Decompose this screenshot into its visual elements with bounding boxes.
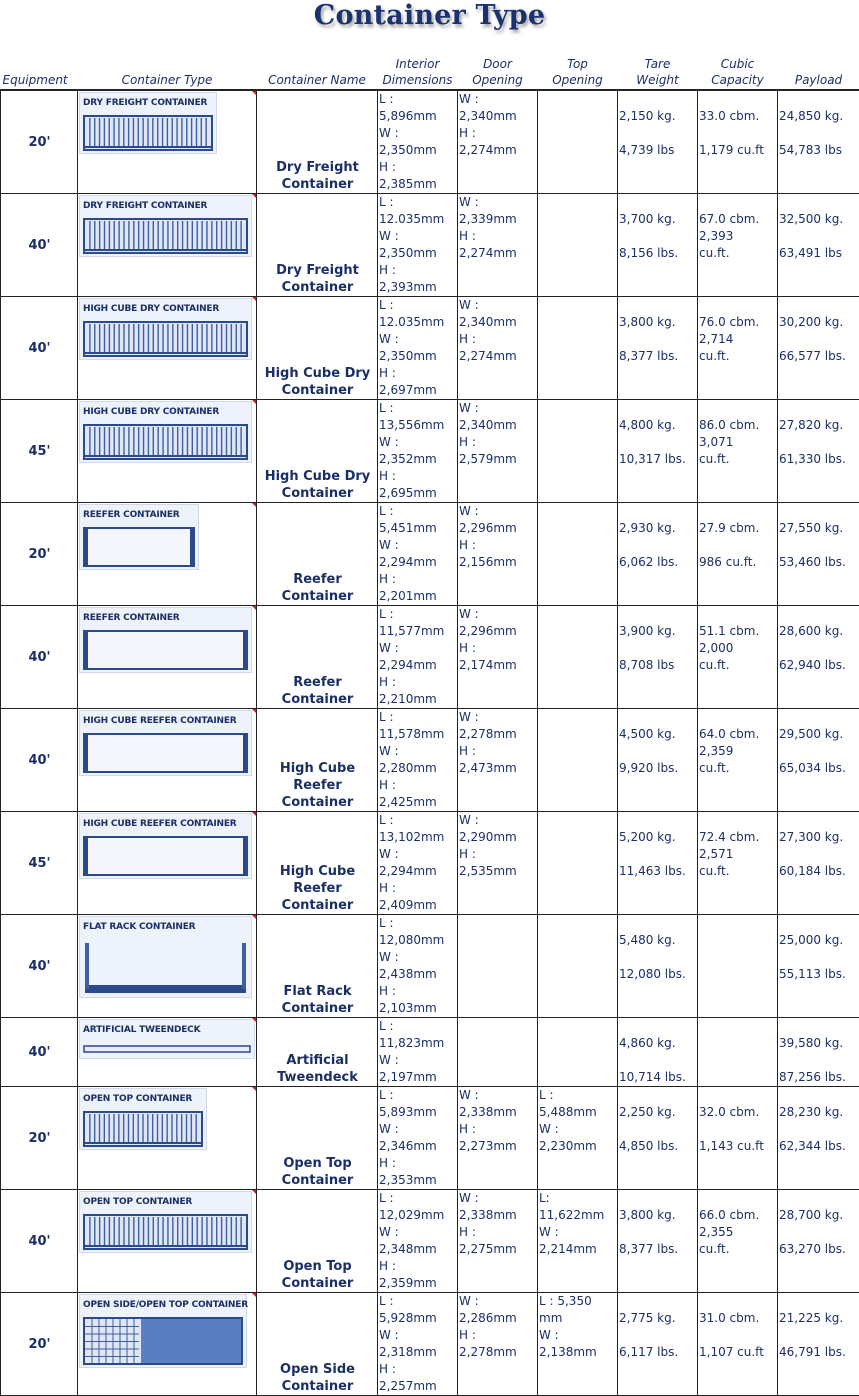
cubic-cell	[698, 194, 778, 297]
table-row	[1, 1190, 859, 1293]
container-name-cell	[257, 503, 378, 606]
cubic-cell	[698, 1087, 778, 1190]
container-image-label: HIGH CUBE REEFER CONTAINER	[83, 816, 248, 833]
door-cell	[458, 90, 538, 194]
payload-kg: 27,300 kg.	[779, 829, 859, 846]
top-cell	[538, 1293, 618, 1396]
cubic-capacity-cuft: 1,143 cu.ft	[699, 1138, 777, 1155]
container-type-cell	[78, 1293, 257, 1396]
top-cell	[538, 1018, 618, 1087]
title-bar	[0, 0, 859, 40]
tare-lbs: 6,117 lbs.	[619, 1344, 697, 1361]
top-cell	[538, 812, 618, 915]
cubic-capacity: 51.1 cbm. 2,000	[699, 623, 777, 657]
container-name: Flat Rack Container	[258, 983, 377, 1017]
payload-cell	[778, 812, 859, 915]
container-image-label: REEFER CONTAINER	[83, 507, 195, 524]
container-name: Dry Freight Container	[258, 159, 377, 193]
container-type-cell	[78, 915, 257, 1018]
payload-cell	[778, 1190, 859, 1293]
payload-lbs: 63,270 lbs.	[779, 1241, 859, 1258]
tare-cell	[618, 606, 698, 709]
table-row	[1, 606, 859, 709]
payload-cell	[778, 1087, 859, 1190]
header-row	[1, 40, 859, 90]
container-name: Open Top Container	[258, 1258, 377, 1292]
equipment-cell: 40'	[1, 709, 78, 812]
interior-dimensions: L : 5,451mm W : 2,294mm H : 2,201mm	[379, 503, 457, 605]
container-name-cell	[257, 1293, 378, 1396]
table-row	[1, 503, 859, 606]
container-name: Dry Freight Container	[258, 262, 377, 296]
container-name: High Cube Dry Container	[258, 365, 377, 399]
door-cell	[458, 297, 538, 400]
cubic-capacity: 27.9 cbm.	[699, 520, 777, 537]
tare-kg: 2,930 kg.	[619, 520, 697, 537]
tare-kg: 4,860 kg.	[619, 1035, 697, 1052]
tare-cell	[618, 503, 698, 606]
cubic-cell	[698, 915, 778, 1018]
door-opening: W : 2,340mm H : 2,274mm	[459, 297, 537, 365]
tare-kg: 3,700 kg.	[619, 211, 697, 228]
equipment-cell: 20'	[1, 1293, 78, 1396]
top-cell	[538, 606, 618, 709]
interior-dimensions: L : 12,029mm W : 2,348mm H : 2,359mm	[379, 1190, 457, 1292]
cubic-capacity: 67.0 cbm. 2,393	[699, 211, 777, 245]
payload-kg: 27,550 kg.	[779, 520, 859, 537]
container-name-cell	[257, 400, 378, 503]
door-cell	[458, 1018, 538, 1087]
interior-dimensions: L : 13,102mm W : 2,294mm H : 2,409mm	[379, 812, 457, 914]
top-cell	[538, 297, 618, 400]
payload-kg: 28,230 kg.	[779, 1104, 859, 1121]
payload-cell	[778, 503, 859, 606]
container-name-cell	[257, 812, 378, 915]
tare-lbs: 4,739 lbs	[619, 142, 697, 159]
tare-lbs: 10,317 lbs.	[619, 451, 697, 468]
equipment-cell: 40'	[1, 194, 78, 297]
tare-cell	[618, 709, 698, 812]
interior-cell	[378, 1087, 458, 1190]
door-cell	[458, 1087, 538, 1190]
container-image-label: HIGH CUBE REEFER CONTAINER	[83, 713, 248, 730]
door-cell	[458, 709, 538, 812]
interior-cell	[378, 1190, 458, 1293]
door-opening: W : 2,339mm H : 2,274mm	[459, 194, 537, 262]
top-cell	[538, 709, 618, 812]
container-name-cell	[257, 606, 378, 709]
container-type-cell	[78, 812, 257, 915]
tare-cell	[618, 915, 698, 1018]
door-cell	[458, 400, 538, 503]
interior-cell	[378, 400, 458, 503]
table-row	[1, 1018, 859, 1087]
interior-cell	[378, 606, 458, 709]
tare-lbs: 8,156 lbs.	[619, 245, 697, 262]
door-opening: W : 2,296mm H : 2,174mm	[459, 606, 537, 674]
container-name: Open Side Container	[258, 1361, 377, 1395]
container-drawing	[83, 1214, 248, 1250]
interior-dimensions: L : 13,556mm W : 2,352mm H : 2,695mm	[379, 400, 457, 502]
header-payload: Payload	[778, 40, 859, 90]
container-image-label: DRY FREIGHT CONTAINER	[83, 198, 248, 215]
payload-kg: 32,500 kg.	[779, 211, 859, 228]
page-title: Container Type	[0, 0, 859, 31]
tare-kg: 2,150 kg.	[619, 108, 697, 125]
payload-lbs: 62,940 lbs.	[779, 657, 859, 674]
cubic-cell	[698, 400, 778, 503]
door-opening: W : 2,340mm H : 2,274mm	[459, 91, 537, 159]
payload-cell	[778, 915, 859, 1018]
tare-lbs: 9,920 lbs.	[619, 760, 697, 777]
container-type-cell	[78, 1018, 257, 1087]
container-name: High Cube Dry Container	[258, 468, 377, 502]
tare-kg: 2,250 kg.	[619, 1104, 697, 1121]
container-image	[79, 298, 252, 360]
door-cell	[458, 606, 538, 709]
payload-lbs: 62,344 lbs.	[779, 1138, 859, 1155]
container-name-cell	[257, 915, 378, 1018]
door-opening: W : 2,278mm H : 2,473mm	[459, 709, 537, 777]
payload-cell	[778, 400, 859, 503]
container-drawing	[83, 1111, 203, 1147]
equipment-cell: 40'	[1, 1018, 78, 1087]
door-opening: W : 2,338mm H : 2,275mm	[459, 1190, 537, 1258]
door-cell	[458, 1293, 538, 1396]
equipment-cell: 45'	[1, 400, 78, 503]
tare-kg: 5,480 kg.	[619, 932, 697, 949]
container-type-cell	[78, 1087, 257, 1190]
payload-lbs: 54,783 lbs	[779, 142, 859, 159]
container-type-cell	[78, 297, 257, 400]
payload-kg: 39,580 kg.	[779, 1035, 859, 1052]
tare-cell	[618, 812, 698, 915]
container-image-label: HIGH CUBE DRY CONTAINER	[83, 301, 248, 318]
table-row	[1, 709, 859, 812]
tare-cell	[618, 400, 698, 503]
interior-dimensions: L : 12.035mm W : 2,350mm H : 2,697mm	[379, 297, 457, 399]
equipment-cell: 20'	[1, 503, 78, 606]
container-drawing	[83, 733, 248, 773]
tare-cell	[618, 1018, 698, 1087]
container-image	[79, 607, 252, 673]
payload-lbs: 53,460 lbs.	[779, 554, 859, 571]
payload-lbs: 66,577 lbs.	[779, 348, 859, 365]
top-opening: L : 5,488mm W : 2,230mm	[539, 1087, 617, 1155]
container-name: Reefer Container	[258, 674, 377, 708]
container-type-cell	[78, 400, 257, 503]
payload-kg: 24,850 kg.	[779, 108, 859, 125]
cubic-capacity-cuft: cu.ft.	[699, 1241, 777, 1258]
door-opening: W : 2,296mm H : 2,156mm	[459, 503, 537, 571]
container-image	[79, 813, 252, 879]
cubic-capacity-cuft: cu.ft.	[699, 348, 777, 365]
interior-dimensions: L : 12,080mm W : 2,438mm H : 2,103mm	[379, 915, 457, 1017]
door-opening: W : 2,338mm H : 2,273mm	[459, 1087, 537, 1155]
container-image-label: ARTIFICIAL TWEENDECK	[83, 1022, 251, 1039]
container-image-label: REEFER CONTAINER	[83, 610, 248, 627]
header-interior: Interior Dimensions	[378, 40, 458, 90]
cubic-capacity: 72.4 cbm. 2,571	[699, 829, 777, 863]
container-name: Artificial Tweendeck	[258, 1052, 377, 1086]
container-name: High Cube Reefer Container	[258, 863, 377, 914]
equipment-cell: 40'	[1, 915, 78, 1018]
tare-lbs: 8,377 lbs.	[619, 348, 697, 365]
table-row	[1, 90, 859, 194]
header-container-type: Container Type	[78, 40, 257, 90]
cubic-capacity-cuft: 1,179 cu.ft	[699, 142, 777, 159]
payload-lbs: 55,113 lbs.	[779, 966, 859, 983]
container-name: High Cube Reefer Container	[258, 760, 377, 811]
top-cell	[538, 915, 618, 1018]
interior-cell	[378, 1293, 458, 1396]
door-opening: W : 2,286mm H : 2,278mm	[459, 1293, 537, 1361]
tare-kg: 3,900 kg.	[619, 623, 697, 640]
payload-cell	[778, 1293, 859, 1396]
payload-kg: 28,700 kg.	[779, 1207, 859, 1224]
cubic-capacity-cuft: 986 cu.ft.	[699, 554, 777, 571]
interior-cell	[378, 503, 458, 606]
container-drawing	[83, 1042, 251, 1056]
interior-cell	[378, 297, 458, 400]
cubic-capacity: 76.0 cbm. 2,714	[699, 314, 777, 348]
container-name-cell	[257, 709, 378, 812]
top-cell	[538, 1190, 618, 1293]
container-name-cell	[257, 297, 378, 400]
container-image	[79, 504, 199, 570]
tare-cell	[618, 90, 698, 194]
container-drawing	[83, 321, 248, 357]
table-row	[1, 1293, 859, 1396]
cubic-capacity: 64.0 cbm. 2,359	[699, 726, 777, 760]
table-row	[1, 400, 859, 503]
tare-cell	[618, 297, 698, 400]
tare-cell	[618, 1293, 698, 1396]
payload-lbs: 63,491 lbs	[779, 245, 859, 262]
tare-kg: 4,500 kg.	[619, 726, 697, 743]
table-row	[1, 194, 859, 297]
container-type-cell	[78, 606, 257, 709]
tare-lbs: 4,850 lbs.	[619, 1138, 697, 1155]
container-image	[79, 92, 217, 154]
door-cell	[458, 194, 538, 297]
container-name: Open Top Container	[258, 1155, 377, 1189]
cubic-cell	[698, 90, 778, 194]
cubic-capacity-cuft: 1,107 cu.ft	[699, 1344, 777, 1361]
interior-dimensions: L : 5,896mm W : 2,350mm H : 2,385mm	[379, 91, 457, 193]
interior-cell	[378, 90, 458, 194]
container-type-cell	[78, 1190, 257, 1293]
cubic-capacity: 31.0 cbm.	[699, 1310, 777, 1327]
interior-cell	[378, 915, 458, 1018]
equipment-cell: 40'	[1, 297, 78, 400]
equipment-cell: 20'	[1, 90, 78, 194]
equipment-cell: 20'	[1, 1087, 78, 1190]
tare-lbs: 6,062 lbs.	[619, 554, 697, 571]
container-image	[79, 195, 252, 257]
cubic-capacity-cuft: cu.ft.	[699, 451, 777, 468]
header-equipment: Equipment	[1, 40, 78, 90]
door-cell	[458, 915, 538, 1018]
container-drawing	[83, 527, 195, 567]
container-table	[0, 40, 859, 1396]
payload-lbs: 60,184 lbs.	[779, 863, 859, 880]
door-cell	[458, 812, 538, 915]
header-door: Door Opening	[458, 40, 538, 90]
table-row	[1, 297, 859, 400]
container-drawing	[83, 115, 213, 151]
top-opening: L: 11,622mm W : 2,214mm	[539, 1190, 617, 1258]
tare-cell	[618, 194, 698, 297]
payload-lbs: 87,256 lbs.	[779, 1069, 859, 1086]
container-name-cell	[257, 1087, 378, 1190]
top-cell	[538, 194, 618, 297]
payload-kg: 29,500 kg.	[779, 726, 859, 743]
container-type-cell	[78, 194, 257, 297]
payload-lbs: 65,034 lbs.	[779, 760, 859, 777]
payload-cell	[778, 297, 859, 400]
container-name-cell	[257, 1018, 378, 1087]
payload-cell	[778, 90, 859, 194]
container-image	[79, 1191, 252, 1253]
container-image	[79, 401, 252, 463]
payload-cell	[778, 606, 859, 709]
cubic-capacity-cuft: cu.ft.	[699, 657, 777, 674]
container-image-label: DRY FREIGHT CONTAINER	[83, 95, 213, 112]
equipment-cell: 45'	[1, 812, 78, 915]
cubic-cell	[698, 812, 778, 915]
tare-lbs: 11,463 lbs.	[619, 863, 697, 880]
payload-cell	[778, 1018, 859, 1087]
container-name-cell	[257, 194, 378, 297]
top-cell	[538, 503, 618, 606]
tare-cell	[618, 1190, 698, 1293]
header-tare: Tare Weight	[618, 40, 698, 90]
payload-kg: 21,225 kg.	[779, 1310, 859, 1327]
equipment-cell: 40'	[1, 1190, 78, 1293]
container-drawing	[83, 939, 248, 995]
table-row	[1, 812, 859, 915]
container-name-cell	[257, 90, 378, 194]
payload-lbs: 46,791 lbs.	[779, 1344, 859, 1361]
payload-kg: 30,200 kg.	[779, 314, 859, 331]
header-cubic: Cubic Capacity	[698, 40, 778, 90]
container-image-label: FLAT RACK CONTAINER	[83, 919, 248, 936]
door-opening: W : 2,290mm H : 2,535mm	[459, 812, 537, 880]
interior-cell	[378, 1018, 458, 1087]
container-type-cell	[78, 90, 257, 194]
interior-dimensions: L : 5,928mm W : 2,318mm H : 2,257mm	[379, 1293, 457, 1395]
cubic-cell	[698, 1190, 778, 1293]
tare-lbs: 8,708 lbs	[619, 657, 697, 674]
table-row	[1, 915, 859, 1018]
container-type-cell	[78, 709, 257, 812]
door-cell	[458, 1190, 538, 1293]
cubic-cell	[698, 503, 778, 606]
header-container-name: Container Name	[257, 40, 378, 90]
cubic-cell	[698, 606, 778, 709]
container-name: Reefer Container	[258, 571, 377, 605]
tare-cell	[618, 1087, 698, 1190]
tare-kg: 4,800 kg.	[619, 417, 697, 434]
header-top: Top Opening	[538, 40, 618, 90]
cubic-cell	[698, 297, 778, 400]
payload-kg: 27,820 kg.	[779, 417, 859, 434]
container-image-label: OPEN TOP CONTAINER	[83, 1091, 203, 1108]
interior-dimensions: L : 5,893mm W : 2,346mm H : 2,353mm	[379, 1087, 457, 1189]
interior-cell	[378, 709, 458, 812]
cubic-capacity: 66.0 cbm. 2,355	[699, 1207, 777, 1241]
interior-cell	[378, 812, 458, 915]
payload-lbs: 61,330 lbs.	[779, 451, 859, 468]
cubic-capacity: 33.0 cbm.	[699, 108, 777, 125]
interior-dimensions: L : 11,823mm W : 2,197mm	[379, 1018, 457, 1086]
container-drawing	[83, 630, 248, 670]
payload-kg: 28,600 kg.	[779, 623, 859, 640]
container-name-cell	[257, 1190, 378, 1293]
cubic-capacity: 32.0 cbm.	[699, 1104, 777, 1121]
door-cell	[458, 503, 538, 606]
payload-kg: 25,000 kg.	[779, 932, 859, 949]
top-cell	[538, 1087, 618, 1190]
tare-lbs: 10,714 lbs.	[619, 1069, 697, 1086]
cubic-cell	[698, 1293, 778, 1396]
cubic-capacity-cuft: cu.ft.	[699, 760, 777, 777]
container-image	[79, 1294, 247, 1368]
interior-dimensions: L : 11,578mm W : 2,280mm H : 2,425mm	[379, 709, 457, 811]
container-image	[79, 710, 252, 776]
cubic-cell	[698, 709, 778, 812]
container-drawing	[83, 424, 248, 460]
table-row	[1, 1087, 859, 1190]
cubic-capacity-cuft: cu.ft.	[699, 863, 777, 880]
container-drawing	[83, 1317, 243, 1365]
tare-kg: 3,800 kg.	[619, 314, 697, 331]
top-cell	[538, 400, 618, 503]
tare-kg: 2,775 kg.	[619, 1310, 697, 1327]
tare-kg: 5,200 kg.	[619, 829, 697, 846]
cubic-capacity-cuft: cu.ft.	[699, 245, 777, 262]
tare-kg: 3,800 kg.	[619, 1207, 697, 1224]
top-opening: L : 5,350 mm W : 2,138mm	[539, 1293, 617, 1361]
container-image	[79, 916, 252, 998]
interior-dimensions: L : 12.035mm W : 2,350mm H : 2,393mm	[379, 194, 457, 296]
cubic-cell	[698, 1018, 778, 1087]
door-opening: W : 2,340mm H : 2,579mm	[459, 400, 537, 468]
container-drawing	[83, 836, 248, 876]
container-image-label: HIGH CUBE DRY CONTAINER	[83, 404, 248, 421]
payload-cell	[778, 194, 859, 297]
container-image	[79, 1088, 207, 1150]
interior-cell	[378, 194, 458, 297]
cubic-capacity: 86.0 cbm. 3,071	[699, 417, 777, 451]
container-image-label: OPEN TOP CONTAINER	[83, 1194, 248, 1211]
top-cell	[538, 90, 618, 194]
interior-dimensions: L : 11,577mm W : 2,294mm H : 2,210mm	[379, 606, 457, 708]
tare-lbs: 12,080 lbs.	[619, 966, 697, 983]
payload-cell	[778, 709, 859, 812]
container-type-cell	[78, 503, 257, 606]
equipment-cell: 40'	[1, 606, 78, 709]
container-image-label: OPEN SIDE/OPEN TOP CONTAINER	[83, 1297, 243, 1314]
container-image	[79, 1019, 255, 1059]
tare-lbs: 8,377 lbs.	[619, 1241, 697, 1258]
container-drawing	[83, 218, 248, 254]
